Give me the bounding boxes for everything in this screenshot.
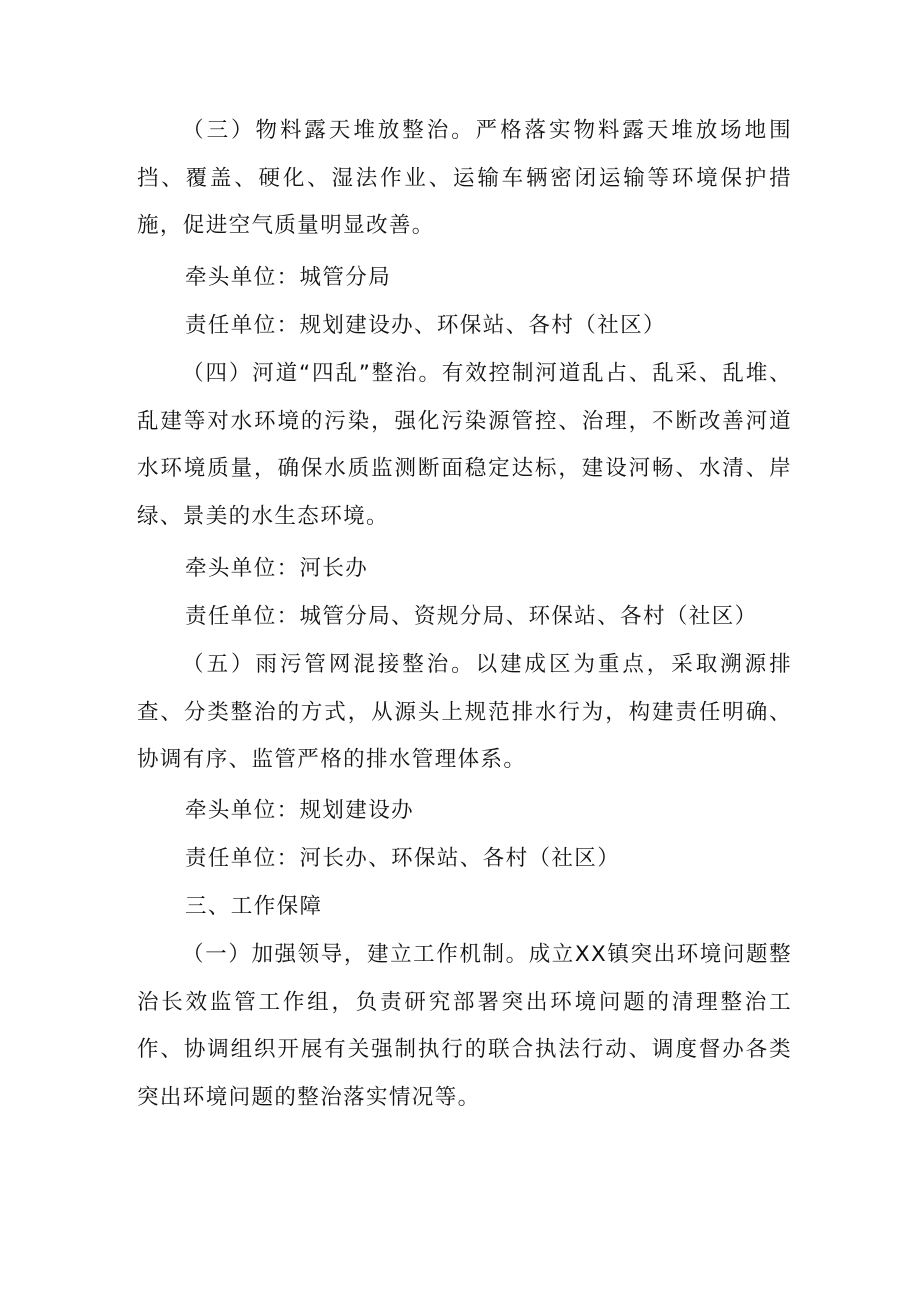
section-5-paragraph: （五）雨污管网混接整治。以建成区为重点，采取溯源排查、分类整治的方式，从源头上规范排水行为，构建责任明确、协调有序、监管严格的排水管理体系。	[137, 652, 792, 772]
section-3-paragraph: （三）物料露天堆放整治。严格落实物料露天堆放场地围挡、覆盖、硬化、湿法作业、运输车辆密闭运输等环境保护措施，促进空气质量明显改善。	[137, 118, 792, 238]
section-4-responsible-units: 责任单位：城管分局、资规分局、环保站、各村（社区）	[185, 604, 758, 629]
section-4-lead-unit: 牵头单位：河长办	[185, 556, 369, 581]
section-3-responsible-units: 责任单位：规划建设办、环保站、各村（社区）	[185, 313, 666, 338]
section-5-lead-unit: 牵头单位：规划建设办	[185, 798, 415, 823]
guarantee-paragraph-1: （一）加强领导，建立工作机制。成立XX镇突出环境问题整治长效监管工作组，负责研究部署突出环境问题的清理整治工作、协调组织开展有关强制执行的联合执法行动、调度督办各类突出环境问题的整治落实情况等。	[137, 942, 792, 1110]
section-4-paragraph: （四）河道“四乱”整治。有效控制河道乱占、乱采、乱堆、乱建等对水环境的污染，强化污染源管控、治理，不断改善河道水环境质量，确保水质监测断面稳定达标，建设河畅、水清、岸绿、景美的水生态环境。	[137, 361, 792, 529]
heading-work-guarantee: 三、工作保障	[185, 894, 323, 919]
section-3-lead-unit: 牵头单位：城管分局	[185, 265, 392, 290]
section-5-responsible-units: 责任单位：河长办、环保站、各村（社区）	[185, 846, 621, 871]
